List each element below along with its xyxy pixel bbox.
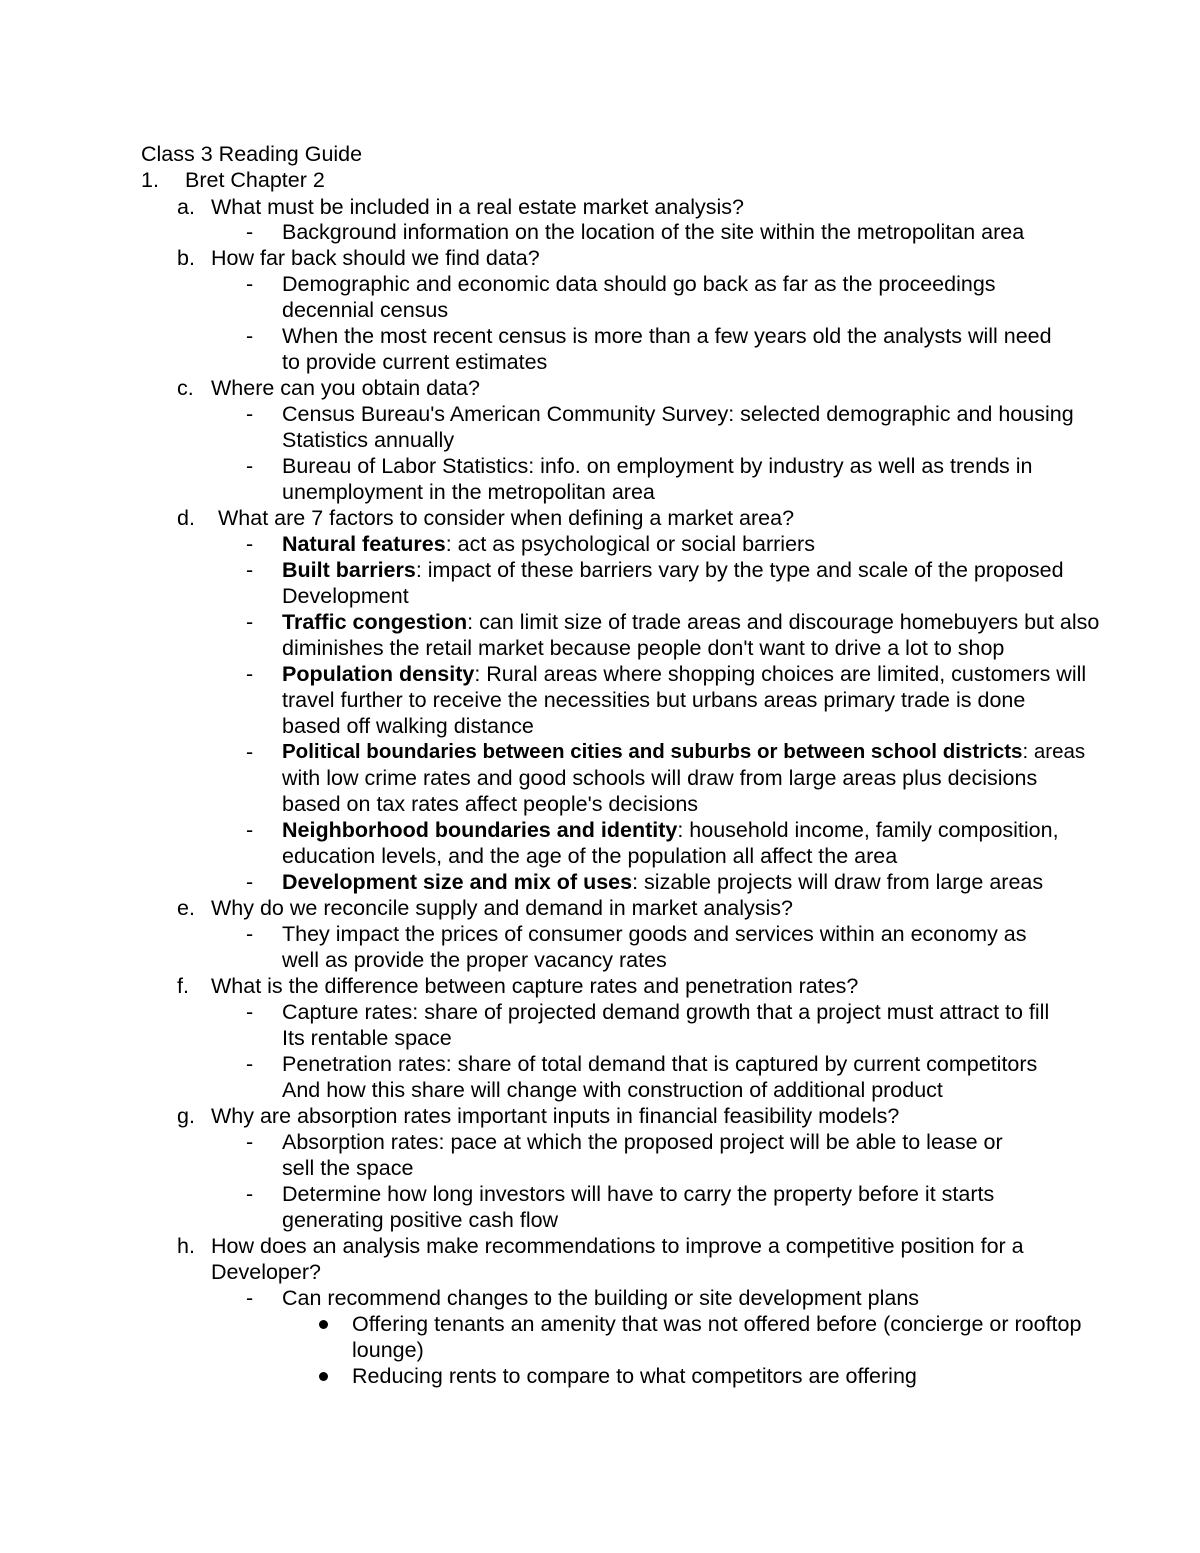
answer-line: Penetration rates: share of total demand that is captured by current competitors <box>282 1052 1038 1076</box>
page-title: Class 3 Reading Guide <box>141 142 363 166</box>
factor-desc: : impact of these barriers vary by the type and scale of the proposed <box>415 558 1064 582</box>
answer-line: Demographic and economic data should go back as far as the proceedings <box>282 272 996 296</box>
question-letter: a. <box>177 195 195 219</box>
factor-desc: based on tax rates affect people's decisions <box>282 792 699 816</box>
factor-desc: education levels, and the age of the population all affect the area <box>282 844 898 868</box>
factor-line <box>282 609 1099 635</box>
question-text: Why are absorption rates important inputs in financial feasibility models? <box>211 1104 900 1128</box>
dash-marker: - <box>246 610 254 634</box>
dash-marker: - <box>246 1000 254 1024</box>
section-title: Bret Chapter 2 <box>185 168 325 192</box>
factor-line <box>282 739 1085 765</box>
factor-term: Political boundaries between cities and suburbs or between school districts <box>282 740 1023 763</box>
dash-marker: - <box>246 1130 254 1154</box>
dash-marker: - <box>246 922 254 946</box>
answer-line: to provide current estimates <box>282 350 548 374</box>
factor-desc: travel further to receive the necessities but urbans areas primary trade is done <box>282 688 1026 712</box>
factor-desc: : household income, family composition, <box>677 818 1059 842</box>
dash-marker: - <box>246 532 254 556</box>
question-text: How far back should we find data? <box>211 246 540 270</box>
question-text: Why do we reconcile supply and demand in market analysis? <box>211 896 793 920</box>
question-letter: c. <box>177 376 194 400</box>
answer-line: Capture rates: share of projected demand growth that a project must attract to fill <box>282 1000 1050 1024</box>
section-number: 1. <box>141 168 159 192</box>
bullet-line: Offering tenants an amenity that was not offered before (concierge or rooftop <box>352 1312 1082 1336</box>
answer-line: decennial census <box>282 298 449 322</box>
bullet-line: Reducing rents to compare to what competitors are offering <box>352 1364 917 1388</box>
answer-line: When the most recent census is more than a few years old the analysts will need <box>282 324 1052 348</box>
factor-line <box>282 869 1043 895</box>
answer-line: Absorption rates: pace at which the proposed project will be able to lease or <box>282 1130 1003 1154</box>
answer-line: sell the space <box>282 1156 414 1180</box>
answer-line: Can recommend changes to the building or site development plans <box>282 1286 920 1310</box>
dash-marker: - <box>246 272 254 296</box>
factor-line <box>282 817 1059 843</box>
question-letter: h. <box>177 1234 195 1258</box>
factor-desc: : sizable projects will draw from large areas <box>632 870 1044 894</box>
factor-desc: : areas <box>1022 740 1086 763</box>
question-text: What are 7 factors to consider when defining a market area? <box>218 506 795 530</box>
factor-desc: : can limit size of trade areas and discourage homebuyers but also <box>467 610 1100 634</box>
question-text-cont: Developer? <box>211 1260 321 1284</box>
factor-desc: with low crime rates and good schools will draw from large areas plus decisions <box>282 766 1038 790</box>
answer-line: well as provide the proper vacancy rates <box>282 948 667 972</box>
answer-line: And how this share will change with construction of additional product <box>282 1078 943 1102</box>
factor-desc: : act as psychological or social barriers <box>445 532 815 556</box>
question-text: Where can you obtain data? <box>211 376 480 400</box>
question-text: What must be included in a real estate market analysis? <box>211 195 744 219</box>
answer-line: Background information on the location of the site within the metropolitan area <box>282 220 1025 244</box>
question-letter: e. <box>177 896 195 920</box>
dash-marker: - <box>246 1052 254 1076</box>
answer-line: generating positive cash flow <box>282 1208 559 1232</box>
answer-line: unemployment in the metropolitan area <box>282 480 655 504</box>
dash-marker: - <box>246 818 254 842</box>
answer-line: Determine how long investors will have to carry the property before it starts <box>282 1182 995 1206</box>
factor-desc: based off walking distance <box>282 714 534 738</box>
factor-term: Built barriers <box>282 558 416 582</box>
factor-term: Population density <box>282 662 475 686</box>
question-text: How does an analysis make recommendations to improve a competitive position for a <box>211 1234 1024 1258</box>
dash-marker: - <box>246 402 254 426</box>
dash-marker: - <box>246 870 254 894</box>
factor-term: Neighborhood boundaries and identity <box>282 818 678 842</box>
dash-marker: - <box>246 1182 254 1206</box>
dash-marker: - <box>246 220 254 244</box>
factor-line <box>282 557 1064 583</box>
factor-desc: Development <box>282 584 409 608</box>
bullet-line: lounge) <box>352 1338 424 1362</box>
factor-desc: : Rural areas where shopping choices are limited, customers will <box>474 662 1087 686</box>
dash-marker: - <box>246 558 254 582</box>
factor-term: Traffic congestion <box>282 610 468 634</box>
factor-term: Development size and mix of uses <box>282 870 633 894</box>
factor-term: Natural features <box>282 532 446 556</box>
question-letter: g. <box>177 1104 195 1128</box>
answer-line: Its rentable space <box>282 1026 452 1050</box>
bullet-dot <box>319 1320 328 1329</box>
dash-marker: - <box>246 454 254 478</box>
dash-marker: - <box>246 662 254 686</box>
bullet-dot <box>319 1372 328 1381</box>
question-letter: b. <box>177 246 195 270</box>
answer-line: Census Bureau's American Community Survey: selected demographic and housing <box>282 402 1074 426</box>
dash-marker: - <box>246 740 254 764</box>
factor-desc: diminishes the retail market because people don't want to drive a lot to shop <box>282 636 1005 660</box>
answer-line: Bureau of Labor Statistics: info. on employment by industry as well as trends in <box>282 454 1033 478</box>
dash-marker: - <box>246 324 254 348</box>
answer-line: Statistics annually <box>282 428 455 452</box>
question-text: What is the difference between capture rates and penetration rates? <box>211 974 859 998</box>
factor-line <box>282 661 1086 687</box>
answer-line: They impact the prices of consumer goods and services within an economy as <box>282 922 1027 946</box>
dash-marker: - <box>246 1286 254 1310</box>
factor-line <box>282 531 815 557</box>
question-letter: f. <box>177 974 189 998</box>
question-letter: d. <box>177 506 195 530</box>
